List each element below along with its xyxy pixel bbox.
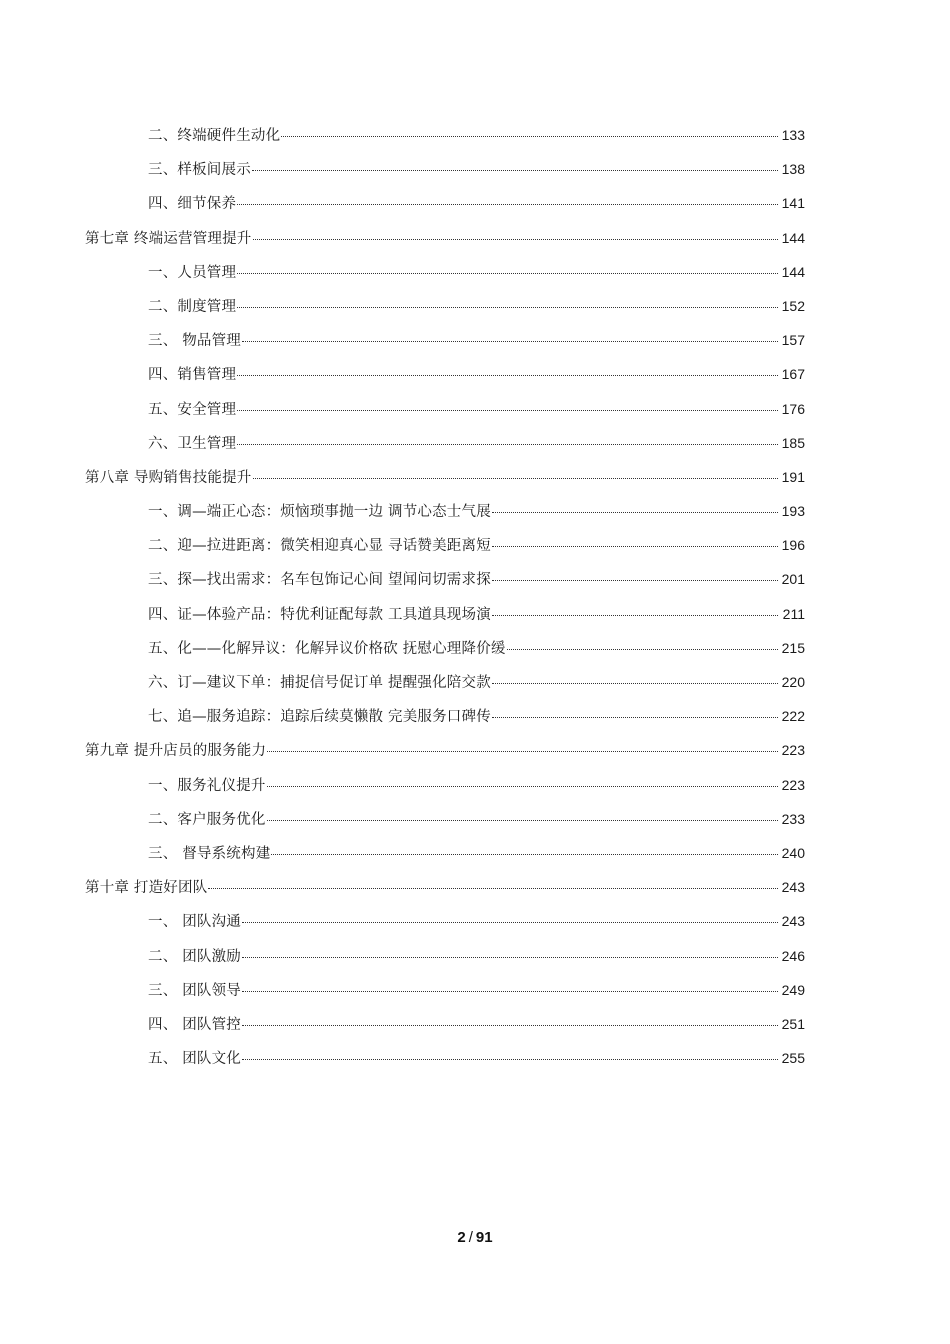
toc-entry-label: 五、 团队文化	[148, 1051, 242, 1068]
toc-dot-leader	[281, 136, 778, 137]
toc-section-entry[interactable]	[0, 323, 950, 357]
toc-section-entry[interactable]	[0, 392, 950, 426]
toc-dot-leader	[253, 239, 778, 240]
toc-entry-label: 第七章 终端运营管理提升	[85, 230, 252, 247]
toc-dot-leader	[252, 170, 778, 171]
toc-entry-page-number: 215	[781, 639, 805, 656]
toc-entry-page-number: 152	[781, 297, 805, 314]
toc-entry-page-number: 201	[781, 571, 805, 588]
toc-entry-page-number: 243	[781, 913, 805, 930]
toc-dot-leader	[267, 786, 778, 787]
toc-entry-label: 三、样板间展示	[148, 162, 251, 179]
toc-entry-label: 二、 团队激励	[148, 948, 242, 965]
toc-dot-leader	[242, 1059, 778, 1060]
toc-entry-label: 四、证—体验产品：特优利证配每款 工具道具现场演	[148, 606, 491, 623]
toc-entry-label: 一、 团队沟通	[148, 914, 242, 931]
toc-dot-leader	[492, 580, 778, 581]
toc-dot-leader	[267, 751, 778, 752]
toc-entry-page-number: 167	[781, 366, 805, 383]
toc-entry-page-number: 133	[781, 127, 805, 143]
toc-dot-leader	[237, 273, 778, 274]
toc-section-entry[interactable]	[0, 973, 950, 1007]
toc-entry-label: 第八章 导购销售技能提升	[85, 469, 252, 486]
toc-entry-label: 第十章 打造好团队	[85, 880, 208, 897]
toc-section-entry[interactable]	[0, 665, 950, 699]
toc-entry-label: 一、服务礼仪提升	[148, 777, 266, 794]
toc-entry-label: 四、销售管理	[148, 367, 237, 384]
toc-entry-page-number: 223	[781, 742, 805, 759]
page-separator: /	[468, 1229, 473, 1246]
toc-entry-label: 二、客户服务优化	[148, 811, 266, 828]
toc-entry-page-number: 191	[781, 468, 805, 485]
toc-section-entry[interactable]	[0, 494, 950, 528]
toc-dot-leader	[242, 957, 778, 958]
current-page-number: 2	[457, 1229, 466, 1246]
toc-section-entry[interactable]	[0, 904, 950, 938]
toc-dot-leader	[237, 375, 778, 376]
toc-dot-leader	[237, 410, 778, 411]
toc-entry-page-number: 185	[781, 434, 805, 451]
toc-section-entry[interactable]	[0, 528, 950, 562]
toc-chapter-entry[interactable]	[0, 733, 950, 767]
toc-entry-page-number: 251	[781, 1015, 805, 1032]
toc-section-entry[interactable]	[0, 597, 950, 631]
toc-entry-label: 二、迎—拉进距离：微笑相迎真心显 寻话赞美距离短	[148, 538, 491, 555]
toc-entry-label: 三、 督导系统构建	[148, 845, 271, 862]
toc-section-entry[interactable]	[0, 768, 950, 802]
toc-section-entry[interactable]	[0, 562, 950, 596]
total-pages: 91	[475, 1229, 493, 1246]
toc-dot-leader	[253, 478, 778, 479]
toc-entry-page-number: 255	[781, 1050, 805, 1067]
toc-entry-label: 三、 团队领导	[148, 982, 242, 999]
toc-section-entry[interactable]	[0, 152, 950, 186]
toc-dot-leader	[492, 512, 778, 513]
toc-dot-leader	[242, 922, 778, 923]
toc-entry-label: 三、探—找出需求：名车包饰记心间 望闻问切需求探	[148, 572, 491, 589]
toc-dot-leader	[507, 649, 778, 650]
toc-dot-leader	[237, 307, 778, 308]
toc-entry-label: 五、安全管理	[148, 401, 237, 418]
toc-entry-label: 六、订—建议下单：捕捉信号促订单 提醒强化陪交款	[148, 675, 491, 691]
toc-entry-label: 二、终端硬件生动化	[148, 128, 281, 144]
toc-entry-page-number: 233	[781, 810, 805, 827]
toc-entry-page-number: 246	[781, 947, 805, 964]
table-of-contents	[0, 118, 950, 1075]
toc-entry-page-number: 243	[781, 879, 805, 896]
toc-section-entry[interactable]	[0, 426, 950, 460]
toc-entry-page-number: 240	[781, 844, 805, 861]
toc-entry-page-number: 144	[781, 263, 805, 280]
toc-entry-label: 七、追—服务追踪：追踪后续莫懒散 完美服务口碑传	[148, 709, 491, 726]
toc-entry-page-number: 141	[781, 195, 805, 212]
toc-section-entry[interactable]	[0, 631, 950, 665]
toc-section-entry[interactable]	[0, 939, 950, 973]
toc-section-entry[interactable]	[0, 836, 950, 870]
toc-dot-leader	[237, 204, 778, 205]
toc-entry-page-number: 176	[781, 400, 805, 417]
toc-chapter-entry[interactable]	[0, 460, 950, 494]
toc-dot-leader	[492, 615, 778, 616]
toc-entry-page-number: 211	[782, 605, 805, 622]
toc-dot-leader	[492, 683, 778, 684]
toc-chapter-entry[interactable]	[0, 870, 950, 904]
toc-section-entry[interactable]	[0, 289, 950, 323]
toc-entry-page-number: 157	[781, 332, 805, 349]
page-number-footer	[0, 1229, 950, 1246]
toc-dot-leader	[208, 888, 778, 889]
toc-entry-label: 四、细节保养	[148, 196, 237, 213]
toc-dot-leader	[492, 717, 778, 718]
toc-entry-page-number: 223	[781, 776, 805, 793]
toc-entry-page-number: 222	[781, 708, 805, 725]
toc-entry-label: 二、制度管理	[148, 298, 237, 315]
toc-entry-label: 四、 团队管控	[148, 1016, 242, 1033]
toc-dot-leader	[267, 820, 778, 821]
toc-chapter-entry[interactable]	[0, 221, 950, 255]
toc-dot-leader	[237, 444, 778, 445]
toc-entry-label: 一、人员管理	[148, 264, 237, 281]
toc-entry-label: 五、化——化解异议：化解异议价格砍 抚慰心理降价缓	[148, 640, 506, 657]
toc-section-entry[interactable]	[0, 1041, 950, 1075]
toc-section-entry[interactable]	[0, 1007, 950, 1041]
toc-section-entry[interactable]	[0, 802, 950, 836]
toc-entry-label: 一、调—端正心态：烦恼琐事抛一边 调节心态士气展	[148, 504, 491, 521]
toc-entry-page-number: 249	[781, 981, 805, 998]
toc-entry-label: 三、 物品管理	[148, 333, 242, 350]
toc-section-entry[interactable]	[0, 357, 950, 391]
toc-entry-page-number: 144	[781, 229, 805, 246]
toc-section-entry[interactable]	[0, 255, 950, 289]
toc-dot-leader	[242, 1025, 778, 1026]
toc-dot-leader	[492, 546, 778, 547]
toc-entry-page-number: 138	[781, 161, 805, 178]
toc-entry-label: 第九章 提升店员的服务能力	[85, 743, 267, 760]
toc-entry-page-number: 196	[781, 537, 805, 554]
toc-section-entry[interactable]	[0, 699, 950, 733]
toc-entry-page-number: 193	[781, 503, 805, 520]
toc-section-entry[interactable]	[0, 118, 950, 152]
toc-dot-leader	[242, 341, 778, 342]
toc-dot-leader	[271, 854, 778, 855]
toc-section-entry[interactable]	[0, 186, 950, 220]
toc-entry-label: 六、卫生管理	[148, 435, 237, 452]
toc-entry-page-number: 220	[781, 674, 805, 690]
toc-dot-leader	[242, 991, 778, 992]
